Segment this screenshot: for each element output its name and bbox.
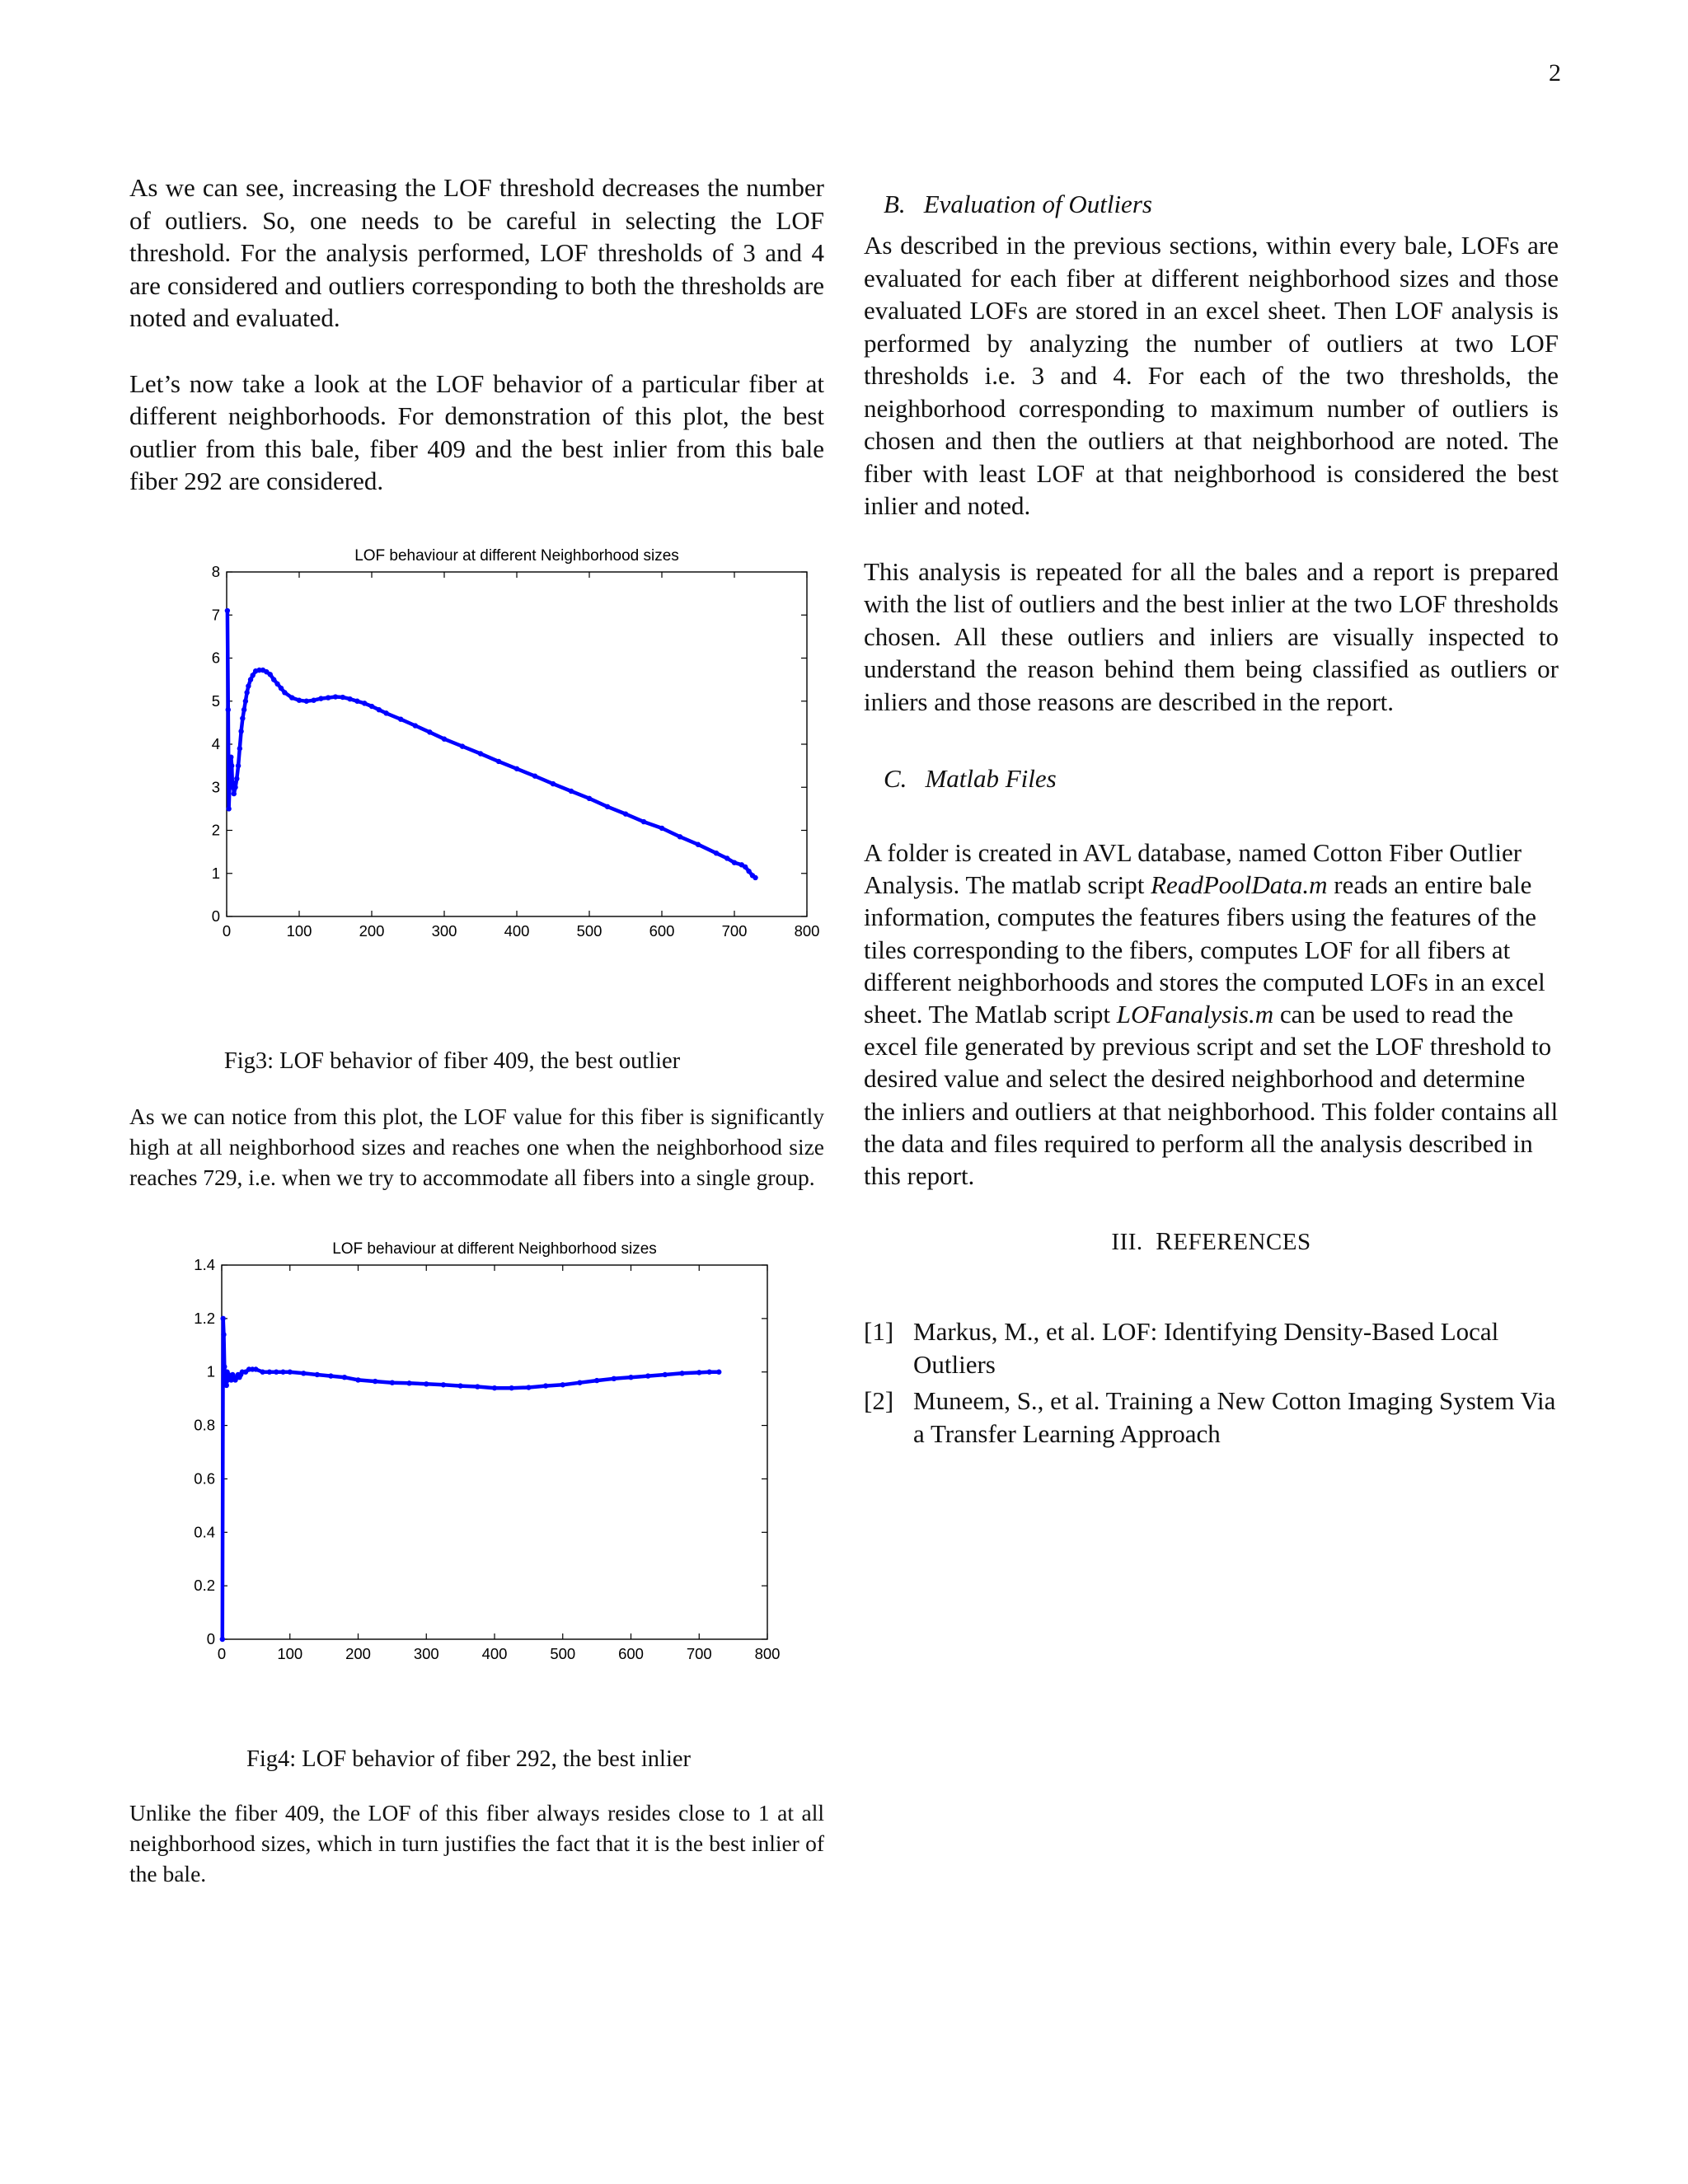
section-b-paragraph-1: As described in the previous sections, within every bale, LOFs are evaluated for each fiber at different neighborhood sizes and those evaluated LOFs are stored in an excel sheet. Then LOF analysis is performed by analyzing the number of outliers at two LOF thresholds i.e. 3 and 4. For each of the two thresholds, the neighborhood corresponding to maximum number of outliers is chosen and then the outliers at that neighborhood are noted. The fiber with least LOF at that neighborhood is considered the best inlier and noted. [864,231,1559,520]
data-point [224,1382,229,1387]
data-point [227,776,232,780]
y-tick-label: 1 [211,864,220,882]
data-point [246,683,251,688]
data-point [229,762,234,767]
references-heading-number: III. [1111,1229,1143,1256]
reference-text: Muneem, S., et al. Training a New Cotton Imaging System Via a Transfer Learning Approach [913,1386,1556,1448]
section-b-paragraph-2: This analysis is repeated for all the bales and a report is prepared with the list of outliers and the best inlier at the two LOF thresholds chosen. All these outliers and inliers are visually inspected to understand the reason behind them being classified as outliers or inliers and those reasons are described in the report. [864,556,1559,716]
data-point [373,1378,377,1383]
y-tick-label: 1.2 [194,1309,215,1327]
data-point [328,1373,333,1378]
data-point [225,607,230,612]
data-point [612,1376,617,1380]
script-name-readpooldata: ReadPoolData.m [1151,870,1328,900]
data-point [369,703,374,708]
data-point [623,811,628,816]
data-point [716,1369,721,1374]
page-number: 2 [1549,59,1561,87]
data-point [424,1381,429,1386]
data-point [243,698,248,703]
data-point [288,1369,293,1374]
data-point [297,697,302,702]
fig4-chart [129,1234,824,1712]
data-point [532,773,537,778]
y-tick-label: 4 [211,734,220,752]
y-tick-label: 0.4 [194,1522,215,1540]
data-point [226,806,231,811]
fig4-caption: Fig4: LOF behavior of fiber 292, the best inlier [246,1746,692,1772]
chart-title: LOF behaviour at different Neighborhood sizes [332,1240,657,1258]
data-point [274,1369,279,1374]
data-point [355,1377,360,1382]
section-c-text-2: reads an entire bale information, computes the features fibers using the features of the tiles corresponding to the fibers, computes LOF for all fibers at different neighborhoods and stores the computed LOFs in an excel sheet. The Matlab script [864,870,1545,1029]
data-point [238,729,243,733]
data-point [413,723,418,728]
reference-item [864,1385,1559,1450]
data-point [460,743,465,748]
data-point [260,1369,265,1374]
references-heading-rest: EFERENCES [1173,1229,1311,1256]
data-point [383,710,388,715]
y-tick-label: 6 [211,649,220,666]
data-point [267,1369,272,1374]
section-b-title: Evaluation of Outliers [923,190,1152,218]
data-point [659,825,664,830]
section-c-title: Matlab Files [925,764,1057,793]
data-point [268,672,273,677]
y-tick-label: 1 [206,1362,215,1380]
fig3-caption: Fig3: LOF behavior of fiber 409, the best outlier [223,1047,681,1074]
data-point [354,698,359,703]
section-c-text-1: A folder is created in AVL database, named Cotton Fiber Outlier Analysis. The matlab script [864,838,1522,900]
section-c-paragraph [864,837,1559,1192]
right-column [864,190,1559,1454]
y-tick-label: 3 [211,777,220,795]
y-tick-label: 2 [211,821,220,838]
section-c-heading [884,764,1559,794]
data-point [390,1380,395,1385]
y-tick-label: 1.4 [194,1255,215,1273]
data-point [743,864,748,869]
plot-area [222,1265,767,1639]
x-tick-label: 0 [222,921,232,940]
y-tick-label: 0 [211,907,220,925]
data-point [628,1375,633,1380]
data-point [226,707,231,712]
data-point [220,1315,225,1320]
x-tick-label: 400 [504,921,530,940]
data-point [577,1380,582,1385]
data-point [318,696,323,701]
paragraph-outlier-discussion: As we can notice from this plot, the LOF value for this fiber is significantly high at all neighborhood sizes and reaches one when the neighborhood size reaches 729, i.e. when we try to accommodate all fibers into a single group. [129,1103,824,1190]
data-point [457,1383,462,1388]
reference-text: Markus, M., et al. LOF: Identifying Density-Based Local Outliers [913,1317,1499,1379]
data-point [240,715,245,720]
x-tick-label: 800 [754,1644,781,1662]
data-point [279,685,284,690]
data-point [594,1377,599,1382]
section-c-text-3: can be used to read the excel file generated by previous script and set the LOF threshold to desired value and select the desired neighborhood and determine the inliers and outliers at that neighborhood. This folder contains all the data and files required to perform all the analysis described in this report. [864,1000,1559,1191]
paragraph-inlier-discussion: Unlike the fiber 409, the LOF of this fiber always resides close to 1 at all neighborhood sizes, which in turn justifies the fact that it is the best inlier of the bale. [129,1799,824,1886]
data-point [678,834,682,839]
data-point [475,1384,480,1389]
data-point [696,841,701,846]
x-tick-label: 700 [721,921,748,940]
y-tick-label: 8 [211,562,220,580]
data-point [560,1382,565,1387]
data-point [605,804,610,808]
data-point [679,1371,684,1376]
fig4-chart-svg [129,1234,824,1712]
x-tick-label: 600 [618,1644,644,1662]
data-point [478,751,483,756]
data-point [232,790,237,795]
data-point [304,698,309,703]
data-point [706,1369,711,1374]
data-point [641,818,646,823]
fig3-chart-svg [129,534,824,979]
data-point [496,758,501,763]
data-point [441,1382,446,1387]
data-point [228,754,233,759]
data-point [347,696,352,701]
chart-title: LOF behaviour at different Neighborhood sizes [354,546,679,565]
y-tick-label: 0.8 [194,1416,215,1434]
data-point [362,701,367,705]
data-point [442,736,447,741]
data-point [274,681,279,686]
reference-item [864,1315,1559,1380]
fig3-chart [129,534,824,979]
data-point [271,677,276,682]
paragraph-lof-behavior-intro: Let’s now take a look at the LOF behavior of a particular fiber at different neighborhoods. For demonstration of this plot, the best outlier from this bale, fiber 409 and the best inlier from this bale fiber 292 are considered. [129,368,824,495]
x-tick-label: 100 [277,1644,303,1662]
data-point [753,874,757,879]
data-point [222,1364,227,1369]
data-point [398,716,403,721]
data-point [724,855,729,860]
reference-number: [1] [864,1317,894,1347]
section-b-heading [884,190,1559,219]
data-point [514,766,519,771]
left-column [129,171,824,1889]
data-point [220,1636,225,1641]
data-point [340,694,345,699]
plot-area [227,572,807,916]
data-point [696,1370,701,1375]
data-point [406,1380,411,1385]
data-point [315,1371,320,1376]
reference-number: [2] [864,1386,894,1416]
data-point [551,780,556,785]
reference-list [864,1315,1559,1450]
data-point [663,1371,668,1376]
data-point [543,1383,548,1388]
x-tick-label: 500 [576,921,603,940]
data-point [244,690,249,695]
y-tick-label: 7 [211,605,220,623]
data-point [250,673,255,677]
data-point [746,868,751,873]
data-point [221,1332,226,1337]
data-point [237,746,242,751]
x-tick-label: 200 [359,921,385,940]
x-tick-label: 0 [217,1644,227,1662]
data-point [569,788,574,793]
data-point [253,1366,258,1371]
data-point [232,785,237,790]
script-name-lofanalysis: LOFanalysis.m [1116,1000,1274,1029]
data-point [645,1373,650,1378]
data-point [714,850,719,855]
section-c-number: C. [884,764,907,793]
data-point [342,1375,347,1380]
y-tick-label: 0.2 [194,1576,215,1594]
data-point [289,695,294,700]
y-tick-label: 0 [206,1629,215,1647]
y-tick-label: 0.6 [194,1469,215,1487]
x-tick-label: 300 [413,1644,439,1662]
references-heading-initial: R [1156,1226,1174,1256]
references-heading [864,1226,1559,1256]
x-tick-label: 200 [345,1644,371,1662]
data-point [234,776,239,780]
x-tick-label: 700 [686,1644,712,1662]
x-tick-label: 100 [286,921,312,940]
data-point [311,697,316,702]
x-tick-label: 600 [649,921,675,940]
y-tick-label: 5 [211,691,220,710]
data-point [301,1371,306,1376]
data-point [241,707,246,712]
x-tick-label: 800 [794,921,820,940]
section-b-number: B. [884,190,906,218]
data-point [509,1385,513,1390]
data-point [427,729,432,734]
data-point [280,1369,285,1374]
data-point [492,1385,497,1390]
data-point [333,694,338,699]
data-point [526,1385,531,1390]
x-tick-label: 300 [431,921,457,940]
data-point [587,795,592,800]
data-point [282,690,287,695]
x-tick-label: 400 [481,1644,508,1662]
data-point [326,695,331,700]
data-point [732,860,737,865]
data-point [377,707,382,712]
data-point [236,762,241,767]
paragraph-lof-threshold: As we can see, increasing the LOF threshold decreases the number of outliers. So, one needs to be careful in selecting the LOF threshold. For the analysis performed, LOF thresholds of 3 and 4 are considered and outliers corresponding to both the thresholds are noted and evaluated. [129,173,824,332]
x-tick-label: 500 [550,1644,576,1662]
